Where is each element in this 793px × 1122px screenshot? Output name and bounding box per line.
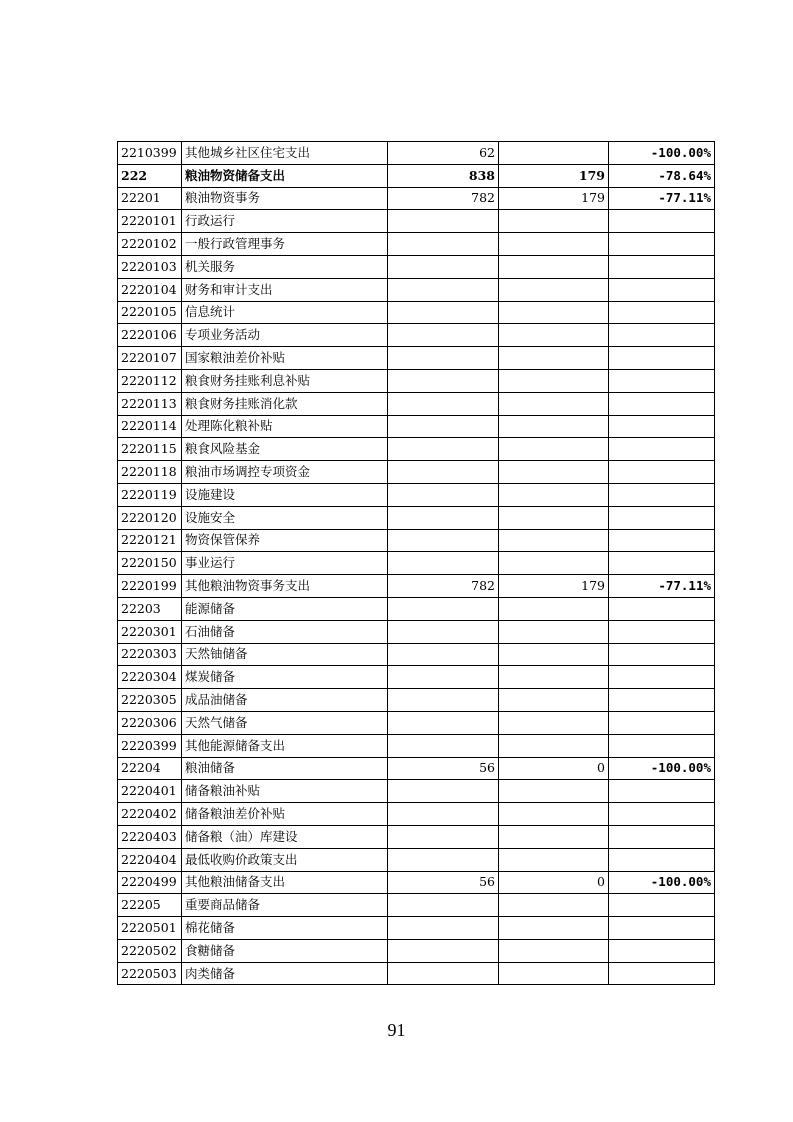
- table-row: [118, 233, 715, 256]
- item-name-cell: 国家粮油差价补贴: [182, 347, 388, 370]
- code-cell: 2220119: [118, 483, 182, 506]
- amount-current-cell: 0: [499, 757, 609, 780]
- code-cell: 2220304: [118, 666, 182, 689]
- amount-current-cell: [499, 848, 609, 871]
- amount-current-cell: 179: [499, 164, 609, 187]
- amount-prev-cell: 838: [388, 164, 499, 187]
- amount-current-cell: [499, 369, 609, 392]
- amount-current-cell: [499, 438, 609, 461]
- amount-current-cell: [499, 392, 609, 415]
- code-cell: 2220399: [118, 734, 182, 757]
- change-percent-cell: [609, 461, 715, 484]
- amount-current-cell: [499, 917, 609, 940]
- item-name-cell: 处理陈化粮补贴: [182, 415, 388, 438]
- change-percent-cell: [609, 620, 715, 643]
- item-name-cell: 行政运行: [182, 210, 388, 233]
- code-cell: 2220403: [118, 825, 182, 848]
- table-row: [118, 369, 715, 392]
- amount-current-cell: [499, 415, 609, 438]
- amount-current-cell: [499, 552, 609, 575]
- table-row: [118, 894, 715, 917]
- amount-prev-cell: [388, 917, 499, 940]
- item-name-cell: 肉类储备: [182, 962, 388, 985]
- item-name-cell: 一般行政管理事务: [182, 233, 388, 256]
- amount-current-cell: [499, 529, 609, 552]
- amount-current-cell: [499, 666, 609, 689]
- table-row: [118, 597, 715, 620]
- item-name-cell: 其他能源储备支出: [182, 734, 388, 757]
- item-name-cell: 粮油物资事务: [182, 187, 388, 210]
- item-name-cell: 重要商品储备: [182, 894, 388, 917]
- code-cell: 2220115: [118, 438, 182, 461]
- change-percent-cell: -78.64%: [609, 164, 715, 187]
- amount-prev-cell: [388, 689, 499, 712]
- code-cell: 2220120: [118, 506, 182, 529]
- amount-current-cell: [499, 643, 609, 666]
- code-cell: 2220401: [118, 780, 182, 803]
- table-row: [118, 187, 715, 210]
- budget-table-body: [118, 142, 715, 985]
- amount-prev-cell: [388, 278, 499, 301]
- table-row: [118, 529, 715, 552]
- change-percent-cell: -77.11%: [609, 575, 715, 598]
- amount-prev-cell: [388, 233, 499, 256]
- amount-prev-cell: [388, 415, 499, 438]
- amount-prev-cell: [388, 392, 499, 415]
- amount-current-cell: [499, 506, 609, 529]
- change-percent-cell: [609, 825, 715, 848]
- change-percent-cell: -100.00%: [609, 757, 715, 780]
- code-cell: 2220118: [118, 461, 182, 484]
- code-cell: 2220106: [118, 324, 182, 347]
- table-row: [118, 164, 715, 187]
- code-cell: 2220501: [118, 917, 182, 940]
- table-row: [118, 871, 715, 894]
- change-percent-cell: [609, 666, 715, 689]
- table-row: [118, 711, 715, 734]
- item-name-cell: 储备粮油补贴: [182, 780, 388, 803]
- item-name-cell: 石油储备: [182, 620, 388, 643]
- amount-prev-cell: [388, 894, 499, 917]
- amount-current-cell: [499, 689, 609, 712]
- amount-current-cell: [499, 255, 609, 278]
- amount-current-cell: [499, 962, 609, 985]
- code-cell: 2220301: [118, 620, 182, 643]
- amount-current-cell: [499, 939, 609, 962]
- table-row: [118, 825, 715, 848]
- change-percent-cell: [609, 917, 715, 940]
- code-cell: 2220303: [118, 643, 182, 666]
- amount-current-cell: [499, 597, 609, 620]
- amount-prev-cell: [388, 210, 499, 233]
- change-percent-cell: [609, 347, 715, 370]
- amount-current-cell: [499, 233, 609, 256]
- code-cell: 2210399: [118, 142, 182, 165]
- item-name-cell: 储备粮（油）库建设: [182, 825, 388, 848]
- change-percent-cell: [609, 415, 715, 438]
- change-percent-cell: [609, 962, 715, 985]
- table-row: [118, 666, 715, 689]
- amount-prev-cell: [388, 666, 499, 689]
- item-name-cell: 粮食风险基金: [182, 438, 388, 461]
- item-name-cell: 信息统计: [182, 301, 388, 324]
- amount-current-cell: [499, 803, 609, 826]
- change-percent-cell: [609, 255, 715, 278]
- item-name-cell: 粮油储备: [182, 757, 388, 780]
- table-row: [118, 415, 715, 438]
- item-name-cell: 物资保管保养: [182, 529, 388, 552]
- item-name-cell: 粮食财务挂账利息补贴: [182, 369, 388, 392]
- change-percent-cell: [609, 552, 715, 575]
- item-name-cell: 机关服务: [182, 255, 388, 278]
- table-row: [118, 917, 715, 940]
- table-row: [118, 689, 715, 712]
- amount-prev-cell: [388, 324, 499, 347]
- code-cell: 222: [118, 164, 182, 187]
- amount-prev-cell: [388, 962, 499, 985]
- amount-prev-cell: 56: [388, 757, 499, 780]
- item-name-cell: 天然气储备: [182, 711, 388, 734]
- table-row: [118, 392, 715, 415]
- item-name-cell: 专项业务活动: [182, 324, 388, 347]
- table-row: [118, 461, 715, 484]
- change-percent-cell: [609, 643, 715, 666]
- table-row: [118, 438, 715, 461]
- item-name-cell: 设施建设: [182, 483, 388, 506]
- amount-prev-cell: [388, 780, 499, 803]
- table-row: [118, 301, 715, 324]
- code-cell: 2220103: [118, 255, 182, 278]
- amount-current-cell: [499, 780, 609, 803]
- item-name-cell: 财务和审计支出: [182, 278, 388, 301]
- change-percent-cell: -77.11%: [609, 187, 715, 210]
- table-row: [118, 255, 715, 278]
- code-cell: 2220150: [118, 552, 182, 575]
- code-cell: 2220104: [118, 278, 182, 301]
- item-name-cell: 食糖储备: [182, 939, 388, 962]
- amount-prev-cell: [388, 483, 499, 506]
- amount-prev-cell: [388, 643, 499, 666]
- table-row: [118, 643, 715, 666]
- code-cell: 2220404: [118, 848, 182, 871]
- change-percent-cell: [609, 780, 715, 803]
- table-row: [118, 575, 715, 598]
- item-name-cell: 其他城乡社区住宅支出: [182, 142, 388, 165]
- code-cell: 2220121: [118, 529, 182, 552]
- amount-current-cell: [499, 734, 609, 757]
- change-percent-cell: [609, 939, 715, 962]
- change-percent-cell: [609, 278, 715, 301]
- table-row: [118, 483, 715, 506]
- amount-prev-cell: 62: [388, 142, 499, 165]
- item-name-cell: 最低收购价政策支出: [182, 848, 388, 871]
- amount-prev-cell: [388, 597, 499, 620]
- item-name-cell: 天然铀储备: [182, 643, 388, 666]
- change-percent-cell: [609, 734, 715, 757]
- item-name-cell: 能源储备: [182, 597, 388, 620]
- amount-current-cell: [499, 142, 609, 165]
- amount-prev-cell: [388, 552, 499, 575]
- change-percent-cell: [609, 848, 715, 871]
- code-cell: 2220199: [118, 575, 182, 598]
- item-name-cell: 成品油储备: [182, 689, 388, 712]
- table-row: [118, 324, 715, 347]
- change-percent-cell: [609, 689, 715, 712]
- code-cell: 2220503: [118, 962, 182, 985]
- change-percent-cell: [609, 438, 715, 461]
- change-percent-cell: [609, 597, 715, 620]
- table-row: [118, 939, 715, 962]
- code-cell: 2220112: [118, 369, 182, 392]
- item-name-cell: 其他粮油储备支出: [182, 871, 388, 894]
- code-cell: 2220114: [118, 415, 182, 438]
- table-row: [118, 142, 715, 165]
- code-cell: 22201: [118, 187, 182, 210]
- table-row: [118, 803, 715, 826]
- code-cell: 22203: [118, 597, 182, 620]
- code-cell: 22205: [118, 894, 182, 917]
- table-row: [118, 210, 715, 233]
- change-percent-cell: [609, 711, 715, 734]
- change-percent-cell: [609, 210, 715, 233]
- table-row: [118, 962, 715, 985]
- code-cell: 2220105: [118, 301, 182, 324]
- amount-prev-cell: [388, 301, 499, 324]
- change-percent-cell: [609, 324, 715, 347]
- code-cell: 2220113: [118, 392, 182, 415]
- change-percent-cell: [609, 529, 715, 552]
- amount-current-cell: [499, 825, 609, 848]
- amount-current-cell: [499, 711, 609, 734]
- item-name-cell: 粮食财务挂账消化款: [182, 392, 388, 415]
- code-cell: 2220499: [118, 871, 182, 894]
- table-row: [118, 552, 715, 575]
- amount-current-cell: 179: [499, 575, 609, 598]
- amount-prev-cell: [388, 803, 499, 826]
- amount-prev-cell: [388, 734, 499, 757]
- amount-prev-cell: [388, 506, 499, 529]
- amount-prev-cell: [388, 461, 499, 484]
- code-cell: 2220102: [118, 233, 182, 256]
- amount-prev-cell: [388, 939, 499, 962]
- amount-prev-cell: [388, 369, 499, 392]
- amount-prev-cell: [388, 347, 499, 370]
- table-row: [118, 734, 715, 757]
- change-percent-cell: [609, 233, 715, 256]
- code-cell: 22204: [118, 757, 182, 780]
- item-name-cell: 事业运行: [182, 552, 388, 575]
- code-cell: 2220305: [118, 689, 182, 712]
- amount-current-cell: [499, 894, 609, 917]
- table-row: [118, 620, 715, 643]
- change-percent-cell: -100.00%: [609, 142, 715, 165]
- amount-current-cell: [499, 620, 609, 643]
- amount-prev-cell: 782: [388, 187, 499, 210]
- code-cell: 2220402: [118, 803, 182, 826]
- item-name-cell: 棉花储备: [182, 917, 388, 940]
- amount-current-cell: 179: [499, 187, 609, 210]
- item-name-cell: 粮油市场调控专项资金: [182, 461, 388, 484]
- item-name-cell: 设施安全: [182, 506, 388, 529]
- item-name-cell: 粮油物资储备支出: [182, 164, 388, 187]
- code-cell: 2220502: [118, 939, 182, 962]
- amount-current-cell: [499, 483, 609, 506]
- change-percent-cell: [609, 894, 715, 917]
- table-row: [118, 757, 715, 780]
- change-percent-cell: [609, 392, 715, 415]
- amount-current-cell: 0: [499, 871, 609, 894]
- change-percent-cell: [609, 369, 715, 392]
- amount-prev-cell: [388, 825, 499, 848]
- table-row: [118, 506, 715, 529]
- change-percent-cell: [609, 506, 715, 529]
- table-row: [118, 780, 715, 803]
- amount-prev-cell: [388, 848, 499, 871]
- code-cell: 2220306: [118, 711, 182, 734]
- table-row: [118, 278, 715, 301]
- change-percent-cell: [609, 301, 715, 324]
- amount-current-cell: [499, 324, 609, 347]
- amount-prev-cell: [388, 255, 499, 278]
- item-name-cell: 其他粮油物资事务支出: [182, 575, 388, 598]
- amount-prev-cell: [388, 711, 499, 734]
- item-name-cell: 煤炭储备: [182, 666, 388, 689]
- amount-current-cell: [499, 278, 609, 301]
- table-row: [118, 848, 715, 871]
- budget-table: [117, 141, 715, 985]
- amount-current-cell: [499, 210, 609, 233]
- change-percent-cell: [609, 803, 715, 826]
- amount-prev-cell: 782: [388, 575, 499, 598]
- item-name-cell: 储备粮油差价补贴: [182, 803, 388, 826]
- change-percent-cell: [609, 483, 715, 506]
- change-percent-cell: -100.00%: [609, 871, 715, 894]
- page-number: 91: [387, 1020, 406, 1040]
- amount-current-cell: [499, 461, 609, 484]
- amount-prev-cell: [388, 529, 499, 552]
- code-cell: 2220101: [118, 210, 182, 233]
- amount-prev-cell: 56: [388, 871, 499, 894]
- amount-prev-cell: [388, 438, 499, 461]
- code-cell: 2220107: [118, 347, 182, 370]
- table-row: [118, 347, 715, 370]
- amount-current-cell: [499, 301, 609, 324]
- amount-current-cell: [499, 347, 609, 370]
- amount-prev-cell: [388, 620, 499, 643]
